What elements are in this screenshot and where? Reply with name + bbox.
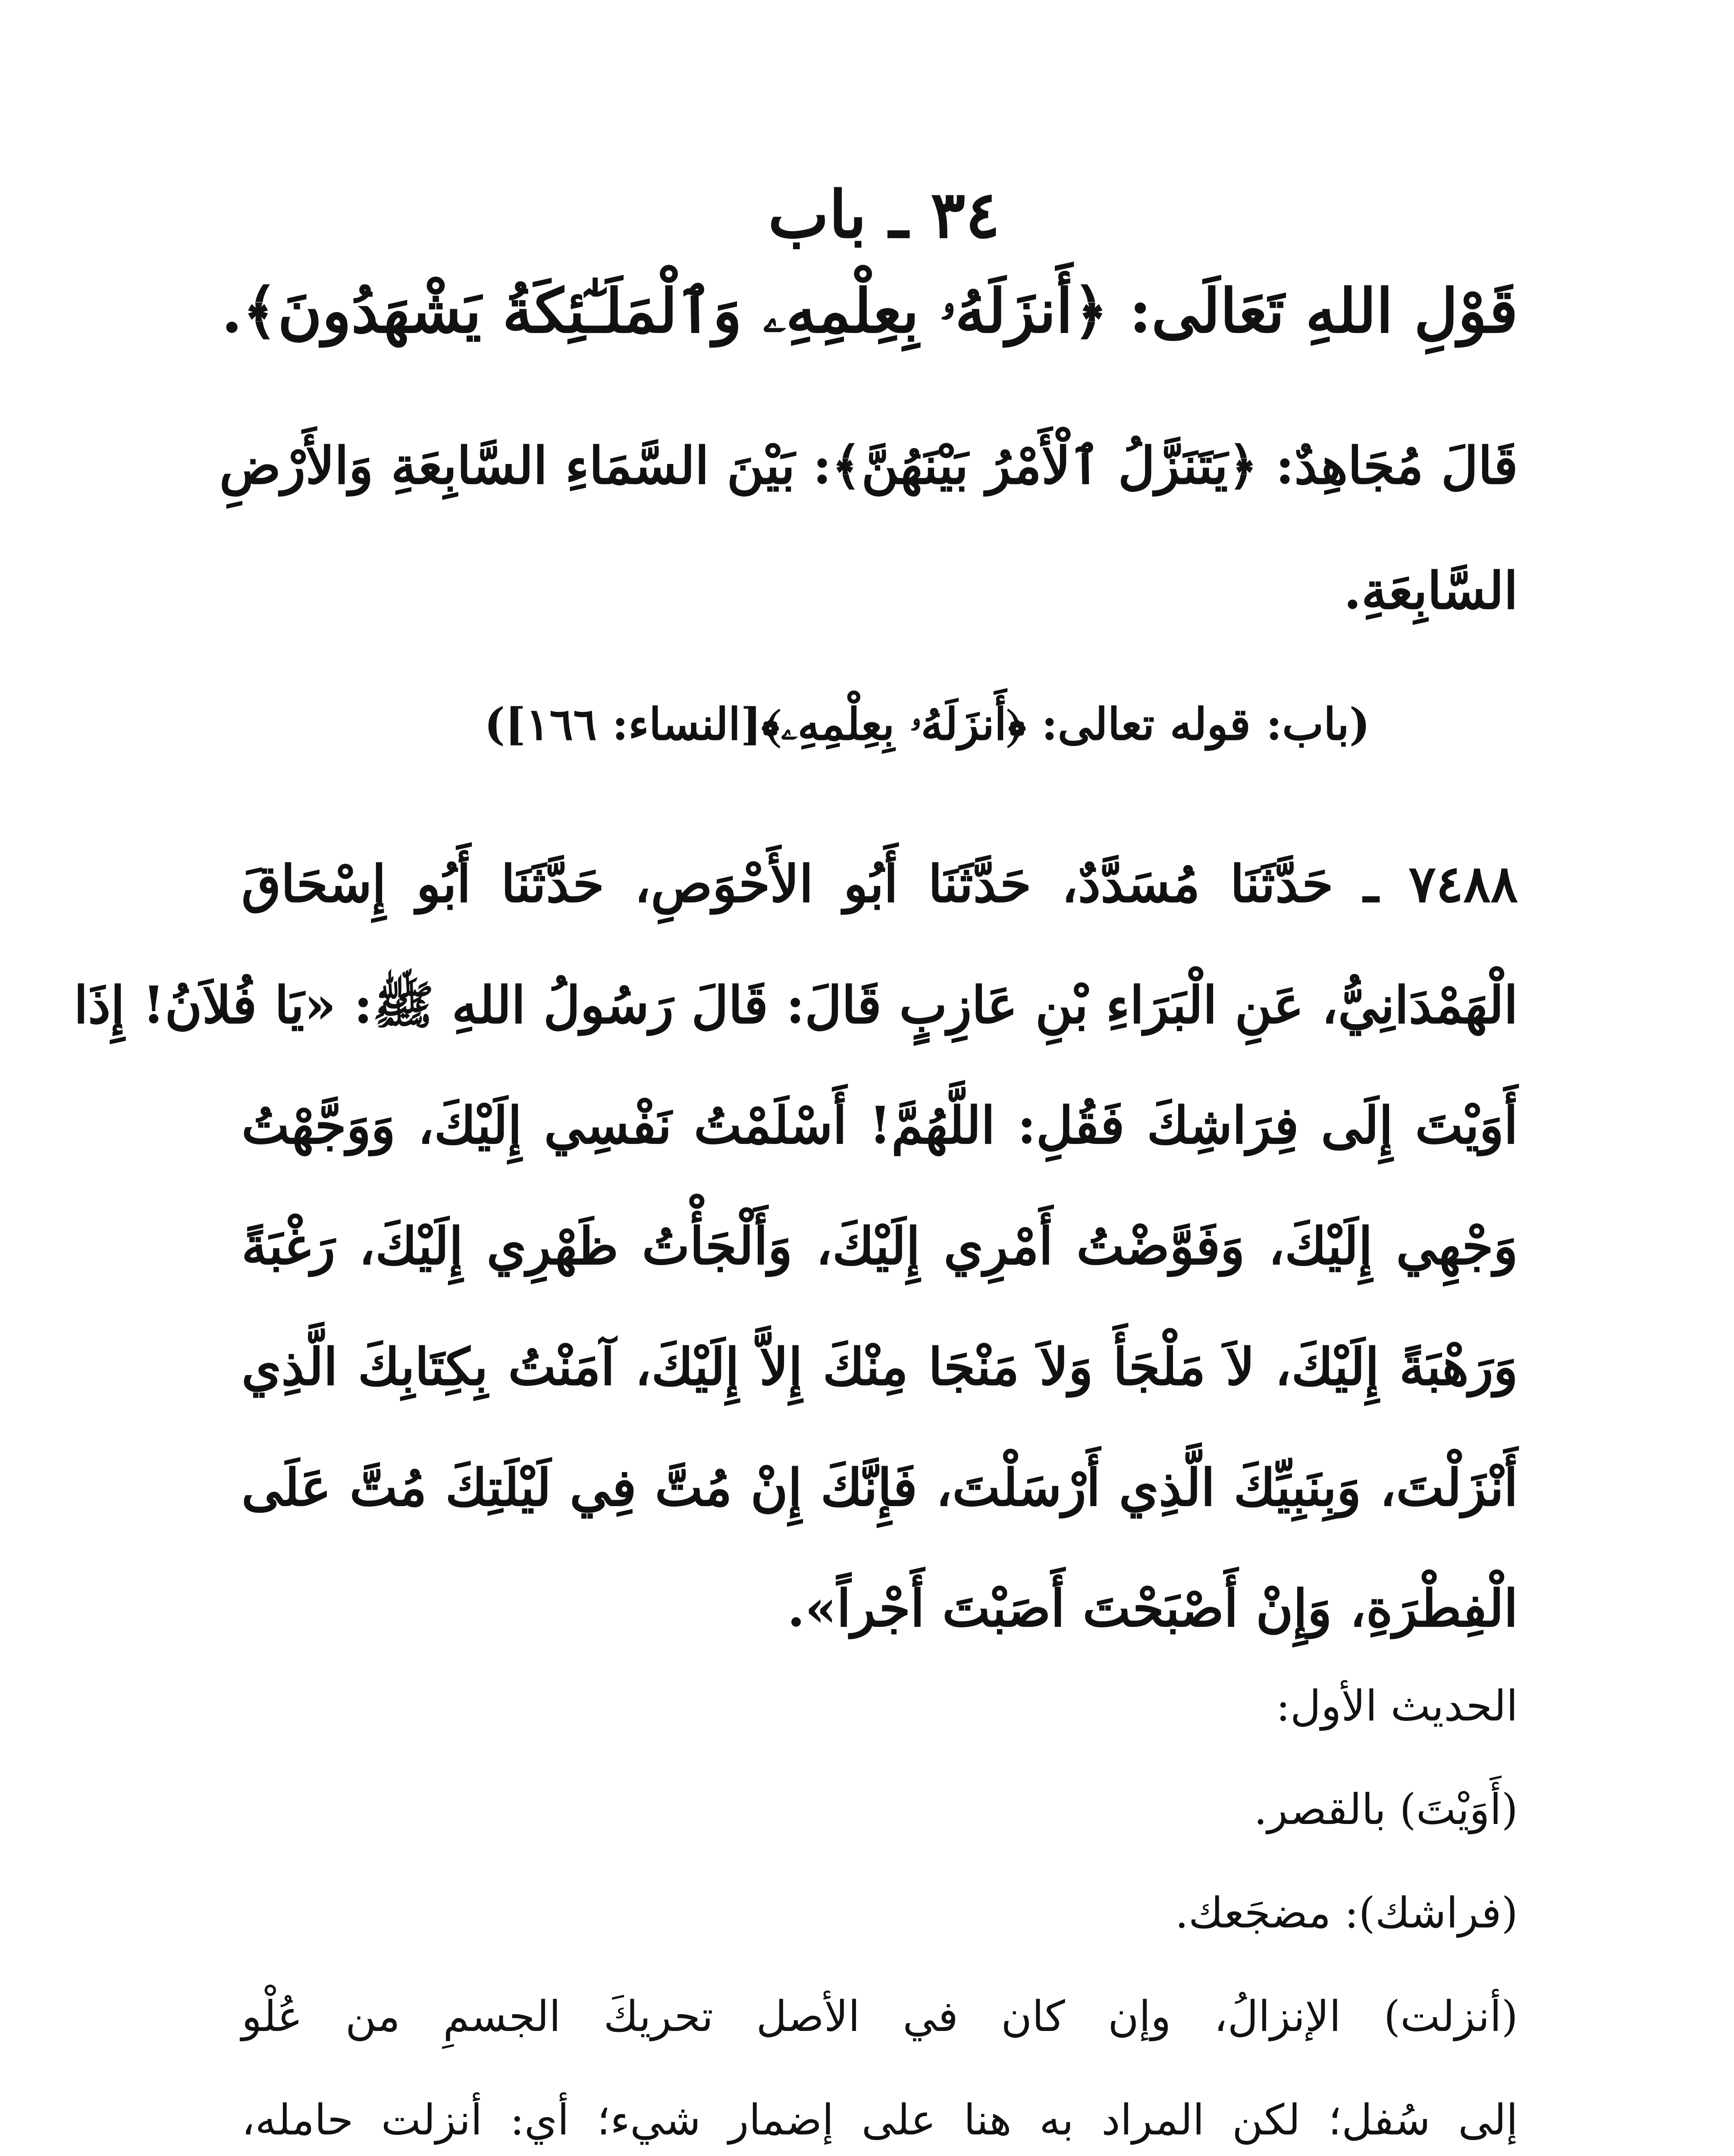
- hadith-line-4: وَجْهِي إِلَيْكَ، وَفَوَّضْتُ أَمْرِي إِلَيْكَ، وَأَلْجَأْتُ ظَهْرِي إِلَيْكَ، رَغْبَةً: [241, 1216, 1518, 1276]
- hadith-line-5: وَرَهْبَةً إِلَيْكَ، لاَ مَلْجَأَ وَلاَ مَنْجَا مِنْكَ إِلاَّ إِلَيْكَ، آمَنْتُ بِكِتَابِكَ الَّذِي: [241, 1337, 1518, 1397]
- mujahid-statement-line-2: السَّابِعَةِ.: [1343, 561, 1518, 620]
- hadith-line-1: ٧٤٨٨ ـ حَدَّثَنَا مُسَدَّدٌ، حَدَّثَنَا أَبُو الأَحْوَصِ، حَدَّثَنَا أَبُو إِسْحَاقَ: [241, 854, 1518, 914]
- mujahid-statement-line-1: قَالَ مُجَاهِدٌ: ﴿يَتَنَزَّلُ ٱلْأَمْرُ بَيْنَهُنَّ﴾: بَيْنَ السَّمَاءِ السَّابِعَةِ وَالأَرْضِ: [219, 436, 1518, 495]
- commentary-paragraph-line-1: (أنزلت) الإنزالُ، وإن كان في الأصل تحريكَ الجسمِ من عُلْو: [241, 1992, 1518, 2041]
- hadith-line-7: الْفِطْرَةِ، وَإِنْ أَصْبَحْتَ أَصَبْتَ أَجْراً».: [787, 1578, 1518, 1638]
- hadith-line-6: أَنْزَلْتَ، وَبِنَبِيِّكَ الَّذِي أَرْسَلْتَ، فَإِنَّكَ إِنْ مُتَّ فِي لَيْلَتِكَ مُتَّ عَلَى: [241, 1457, 1518, 1517]
- chapter-number: ٣٤ ـ باب: [768, 177, 1000, 253]
- hadith-line-3: أَوَيْتَ إِلَى فِرَاشِكَ فَقُلِ: اللَّهُمَّ! أَسْلَمْتُ نَفْسِي إِلَيْكَ، وَوَجَّهْتُ: [241, 1095, 1518, 1155]
- commentary-paragraph-line-2: إلى سُفل؛ لكن المراد به هنا على إضمار شيء؛ أي: أنزلت حامله،: [241, 2096, 1518, 2145]
- commentary-line-2: (فراشك): مضجَعك.: [1175, 1889, 1518, 1938]
- chapter-heading: قَوْلِ اللهِ تَعَالَى: ﴿أَنزَلَهُۥ بِعِلْمِهِۦ وَٱلْمَلَـٰٓئِكَةُ يَشْهَدُونَ﴾.: [221, 276, 1518, 347]
- hadith-line-2: الْهَمْدَانِيُّ، عَنِ الْبَرَاءِ بْنِ عَازِبٍ قَالَ: قَالَ رَسُولُ اللهِ ﷺ: «يَا فُلاَنُ! إِذَا: [74, 975, 1518, 1035]
- commentary-title: الحديث الأول:: [1276, 1682, 1518, 1731]
- sub-chapter-title: (باب: قوله تعالى: ﴿أَنزَلَهُۥ بِعِلْمِهِۦ﴾[النساء: ١٦٦]): [484, 699, 1370, 750]
- commentary-line-1: (أَوَيْتَ) بالقصر.: [1254, 1785, 1518, 1834]
